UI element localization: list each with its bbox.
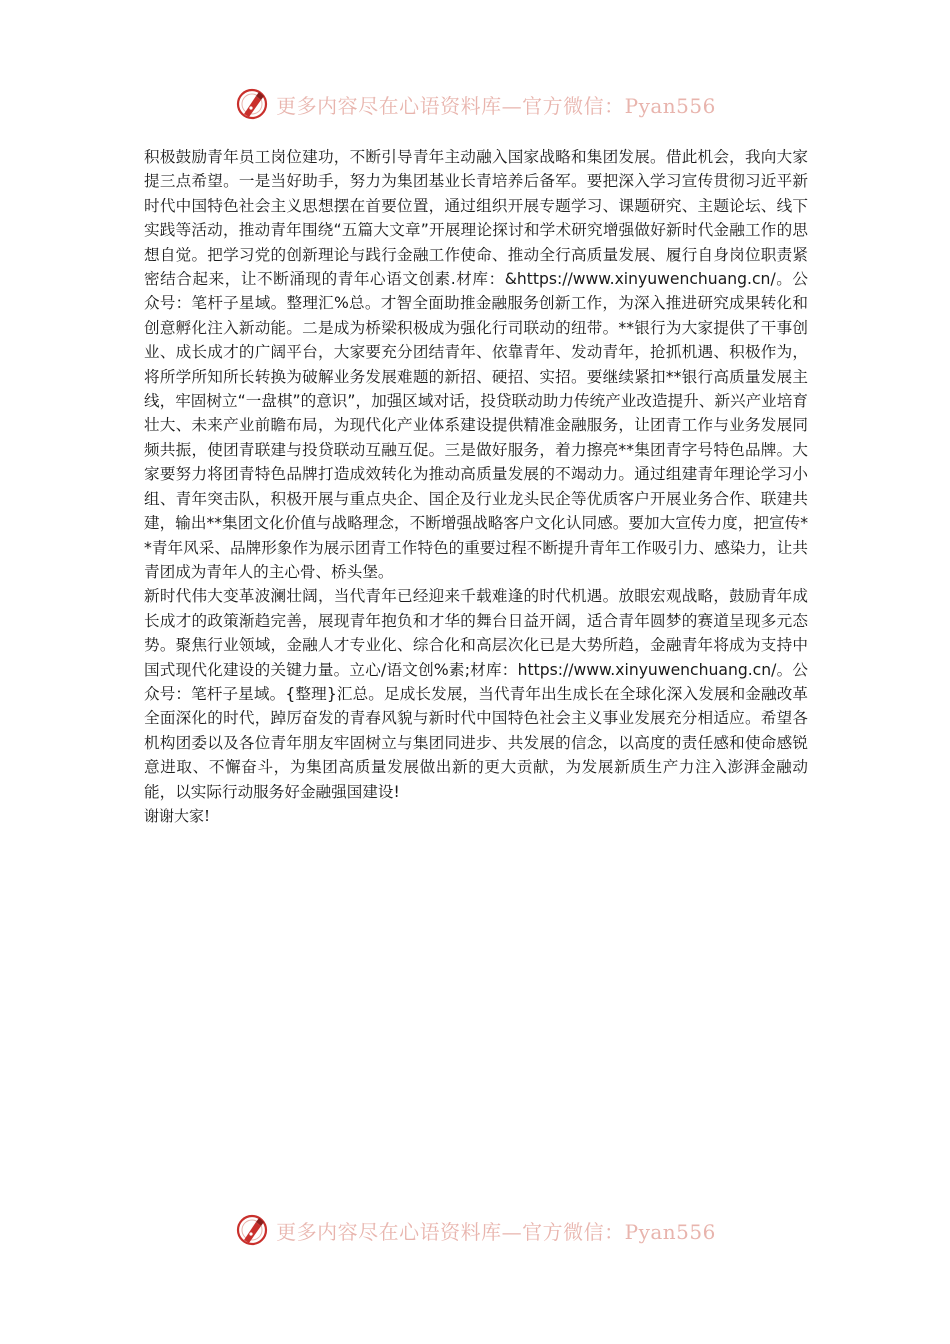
watermark-text: 更多内容尽在心语资料库—官方微信：Pyan556 [276,1219,716,1244]
footer-watermark [0,1210,950,1250]
closing-line: 谢谢大家! [144,806,211,825]
watermark-text: 更多内容尽在心语资料库—官方微信：Pyan556 [276,93,716,118]
body-paragraph: 新时代伟大变革波澜壮阔，当代青年已经迎来千载难逢的时代机遇。放眼宏观战略，鼓励青年成长成才的政策渐趋完善，展现青年抱负和才华的舞台日益开阔，适合青年圆梦的赛道呈现多元态势。聚焦行业领域，金融人才专业化、综合化和高层次化已是大势所趋，金融青年将成为支持中国式现代化建设的关键力量。立心/语文创%素;材库：https://www.xinyuwenchuang.cn/。公众号：笔杆子星域。{整理}汇总。足成长发展，当代青年出生成长在全球化深入发展和金融改革全面深化的时代，踔厉奋发的青春风貌与新时代中国特色社会主义事业发展充分相适应。希望各机构团委以及各位青年朋友牢固树立与集团同进步、共发展的信念，以高度的责任感和使命感锐意进取、不懈奋斗，为集团高质量发展做出新的更大贡献，为发展新质生产力注入澎湃金融动能，以实际行动服务好金融强国建设! [144,587,808,801]
pen-nib-circle-icon [234,1212,270,1248]
document-body [144,145,808,828]
header-watermark [0,84,950,124]
body-paragraph: 积极鼓励青年员工岗位建功，不断引导青年主动融入国家战略和集团发展。借此机会，我向大家提三点希望。一是当好助手，努力为集团基业长青培养后备军。要把深入学习宣传贯彻习近平新时代中国特色社会主义思想摆在首要位置，通过组织开展专题学习、课题研究、主题论坛、线下实践等活动，推动青年围绕“五篇大文章”开展理论探讨和学术研究增强做好新时代金融工作的思想自觉。把学习党的创新理论与践行金融工作使命、推动全行高质量发展、履行自身岗位职责紧密结合起来，让不断涌现的青年心语文创素.材库：&https://www.xinyuwenchuang.cn/。公众号：笔杆子星域。整理汇%总。才智全面助推金融服务创新工作，为深入推进研究成果转化和创意孵化注入新动能。二是成为桥梁积极成为强化行司联动的纽带。**银行为大家提供了干事创业、成长成才的广阔平台，大家要充分团结青年、依靠青年、发动青年，抢抓机遇、积极作为，将所学所知所长转换为破解业务发展难题的新招、硬招、实招。要继续紧扣**银行高质量发展主线，牢固树立“一盘棋”的意识”，加强区域对话，投贷联动助力传统产业改造提升、新兴产业培育壮大、未来产业前瞻布局，为现代化产业体系建设提供精准金融服务，让团青工作与业务发展同频共振，使团青联建与投贷联动互融互促。三是做好服务，着力擦亮**集团青字号特色品牌。大家要努力将团青特色品牌打造成效转化为推动高质量发展的不竭动力。通过组建青年理论学习小组、青年突击队，积极开展与重点央企、国企及行业龙头民企等优质客户开展业务合作、联建共建，输出**集团文化价值与战略理念，不断增强战略客户文化认同感。要加大宣传力度，把宣传**青年风采、品牌形象作为展示团青工作特色的重要过程不断提升青年工作吸引力、感染力，让共青团成为青年人的主心骨、桥头堡。 [144,148,808,581]
pen-nib-circle-icon [234,86,270,122]
